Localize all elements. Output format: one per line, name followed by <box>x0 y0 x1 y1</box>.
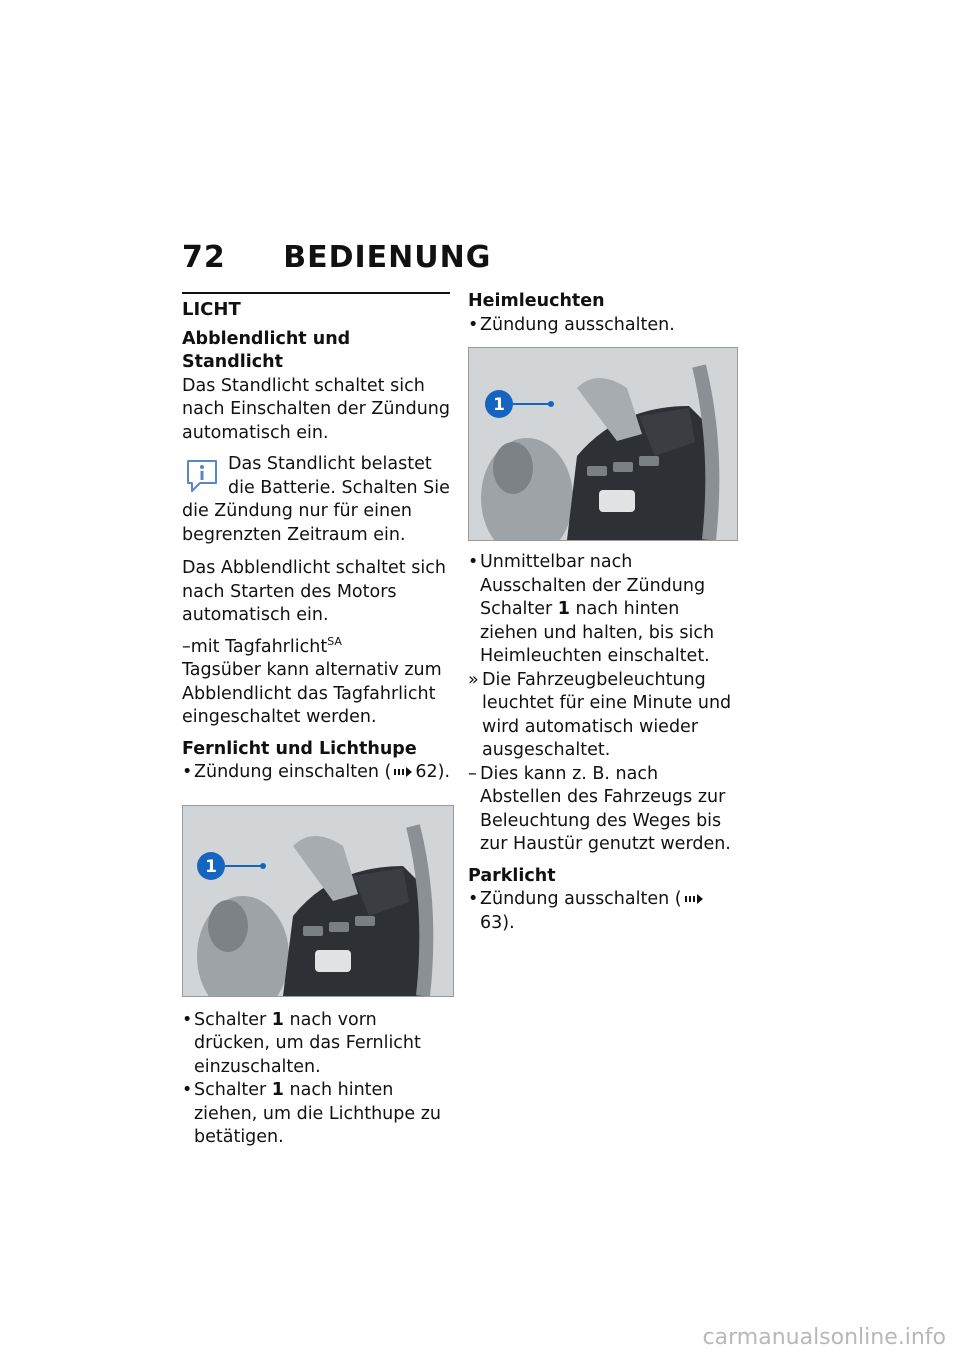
list-item: • Zündung ausschalten (63). <box>468 888 740 935</box>
page-title: BEDIENUNG <box>283 240 492 275</box>
page-reference-arrow-icon <box>393 766 413 778</box>
list-item: • Zündung ausschalten. <box>468 314 675 335</box>
list-item: • Unmittelbar nach Ausschalten der Zündung Schalter 1 nach hinten ziehen und halten, bis sich Heimleuchten einschaltet. <box>468 552 715 666</box>
heim-steps <box>468 314 740 338</box>
fern-items <box>182 1009 452 1150</box>
page-reference-arrow-icon <box>684 893 704 905</box>
list-item: • Zündung einschalten ( 62). <box>182 762 451 782</box>
page-reference: 62). <box>415 762 451 782</box>
page-header <box>182 240 491 275</box>
info-note <box>182 453 452 547</box>
tagfahr-option <box>182 636 452 660</box>
figure-callout-1: 1 <box>205 856 217 877</box>
fern-steps <box>182 761 452 785</box>
tagfahr-label: –mit Tagfahrlicht <box>182 636 328 657</box>
left-column <box>182 298 452 1150</box>
handlebar-switch-image <box>469 348 737 540</box>
abblend-para2: Das Abblendlicht schaltet sich nach Starten des Motors automatisch ein. <box>182 558 446 625</box>
fern-heading: Fernlicht und Lichthupe <box>182 738 417 759</box>
heim-heading: Heimleuchten <box>468 291 605 311</box>
switch-figure-2 <box>468 347 738 541</box>
sa-superscript: SA <box>327 634 342 648</box>
switch-figure-1 <box>182 805 454 997</box>
info-note-text: Das Standlicht belastet die Batterie. Schalten Sie die Zündung nur für einen begrenzten Zeitraum ein. <box>182 454 450 545</box>
page-reference: 63). <box>480 912 515 933</box>
figure-callout-1: 1 <box>493 395 505 415</box>
park-steps <box>468 888 740 935</box>
list-item: • Schalter 1 nach vorn drücken, um das Fernlicht einzuschalten. <box>182 1009 421 1077</box>
abblend-heading: Abblendlicht und Standlicht <box>182 328 351 372</box>
page-number: 72 <box>182 240 226 275</box>
section-rule <box>182 292 450 294</box>
list-item: – Dies kann z. B. nach Abstellen des Fahrzeugs zur Beleuchtung des Weges bis zur Haustür genutzt werden. <box>468 763 731 854</box>
list-item: • Schalter 1 nach hinten ziehen, um die Lichthupe zu betätigen. <box>182 1080 441 1147</box>
right-column <box>468 290 740 935</box>
watermark: carmanualsonline.info <box>702 1325 946 1350</box>
section-title: LICHT <box>182 299 241 320</box>
heim-dash <box>468 763 740 857</box>
heim-action <box>468 551 740 669</box>
abblend-para1: Das Standlicht schaltet sich nach Einschalten der Zündung automatisch ein. <box>182 375 451 443</box>
handlebar-switch-image <box>183 806 453 996</box>
info-icon <box>182 455 222 495</box>
list-item: » Die Fahrzeugbeleuchtung leuchtet für eine Minute und wird automatisch wieder ausgeschaltet. <box>468 669 732 760</box>
abblend-para3: Tagsüber kann alternativ zum Abblendlicht das Tagfahrlicht eingeschaltet werden. <box>182 660 442 727</box>
park-heading: Parklicht <box>468 865 556 886</box>
heim-result <box>468 669 740 763</box>
